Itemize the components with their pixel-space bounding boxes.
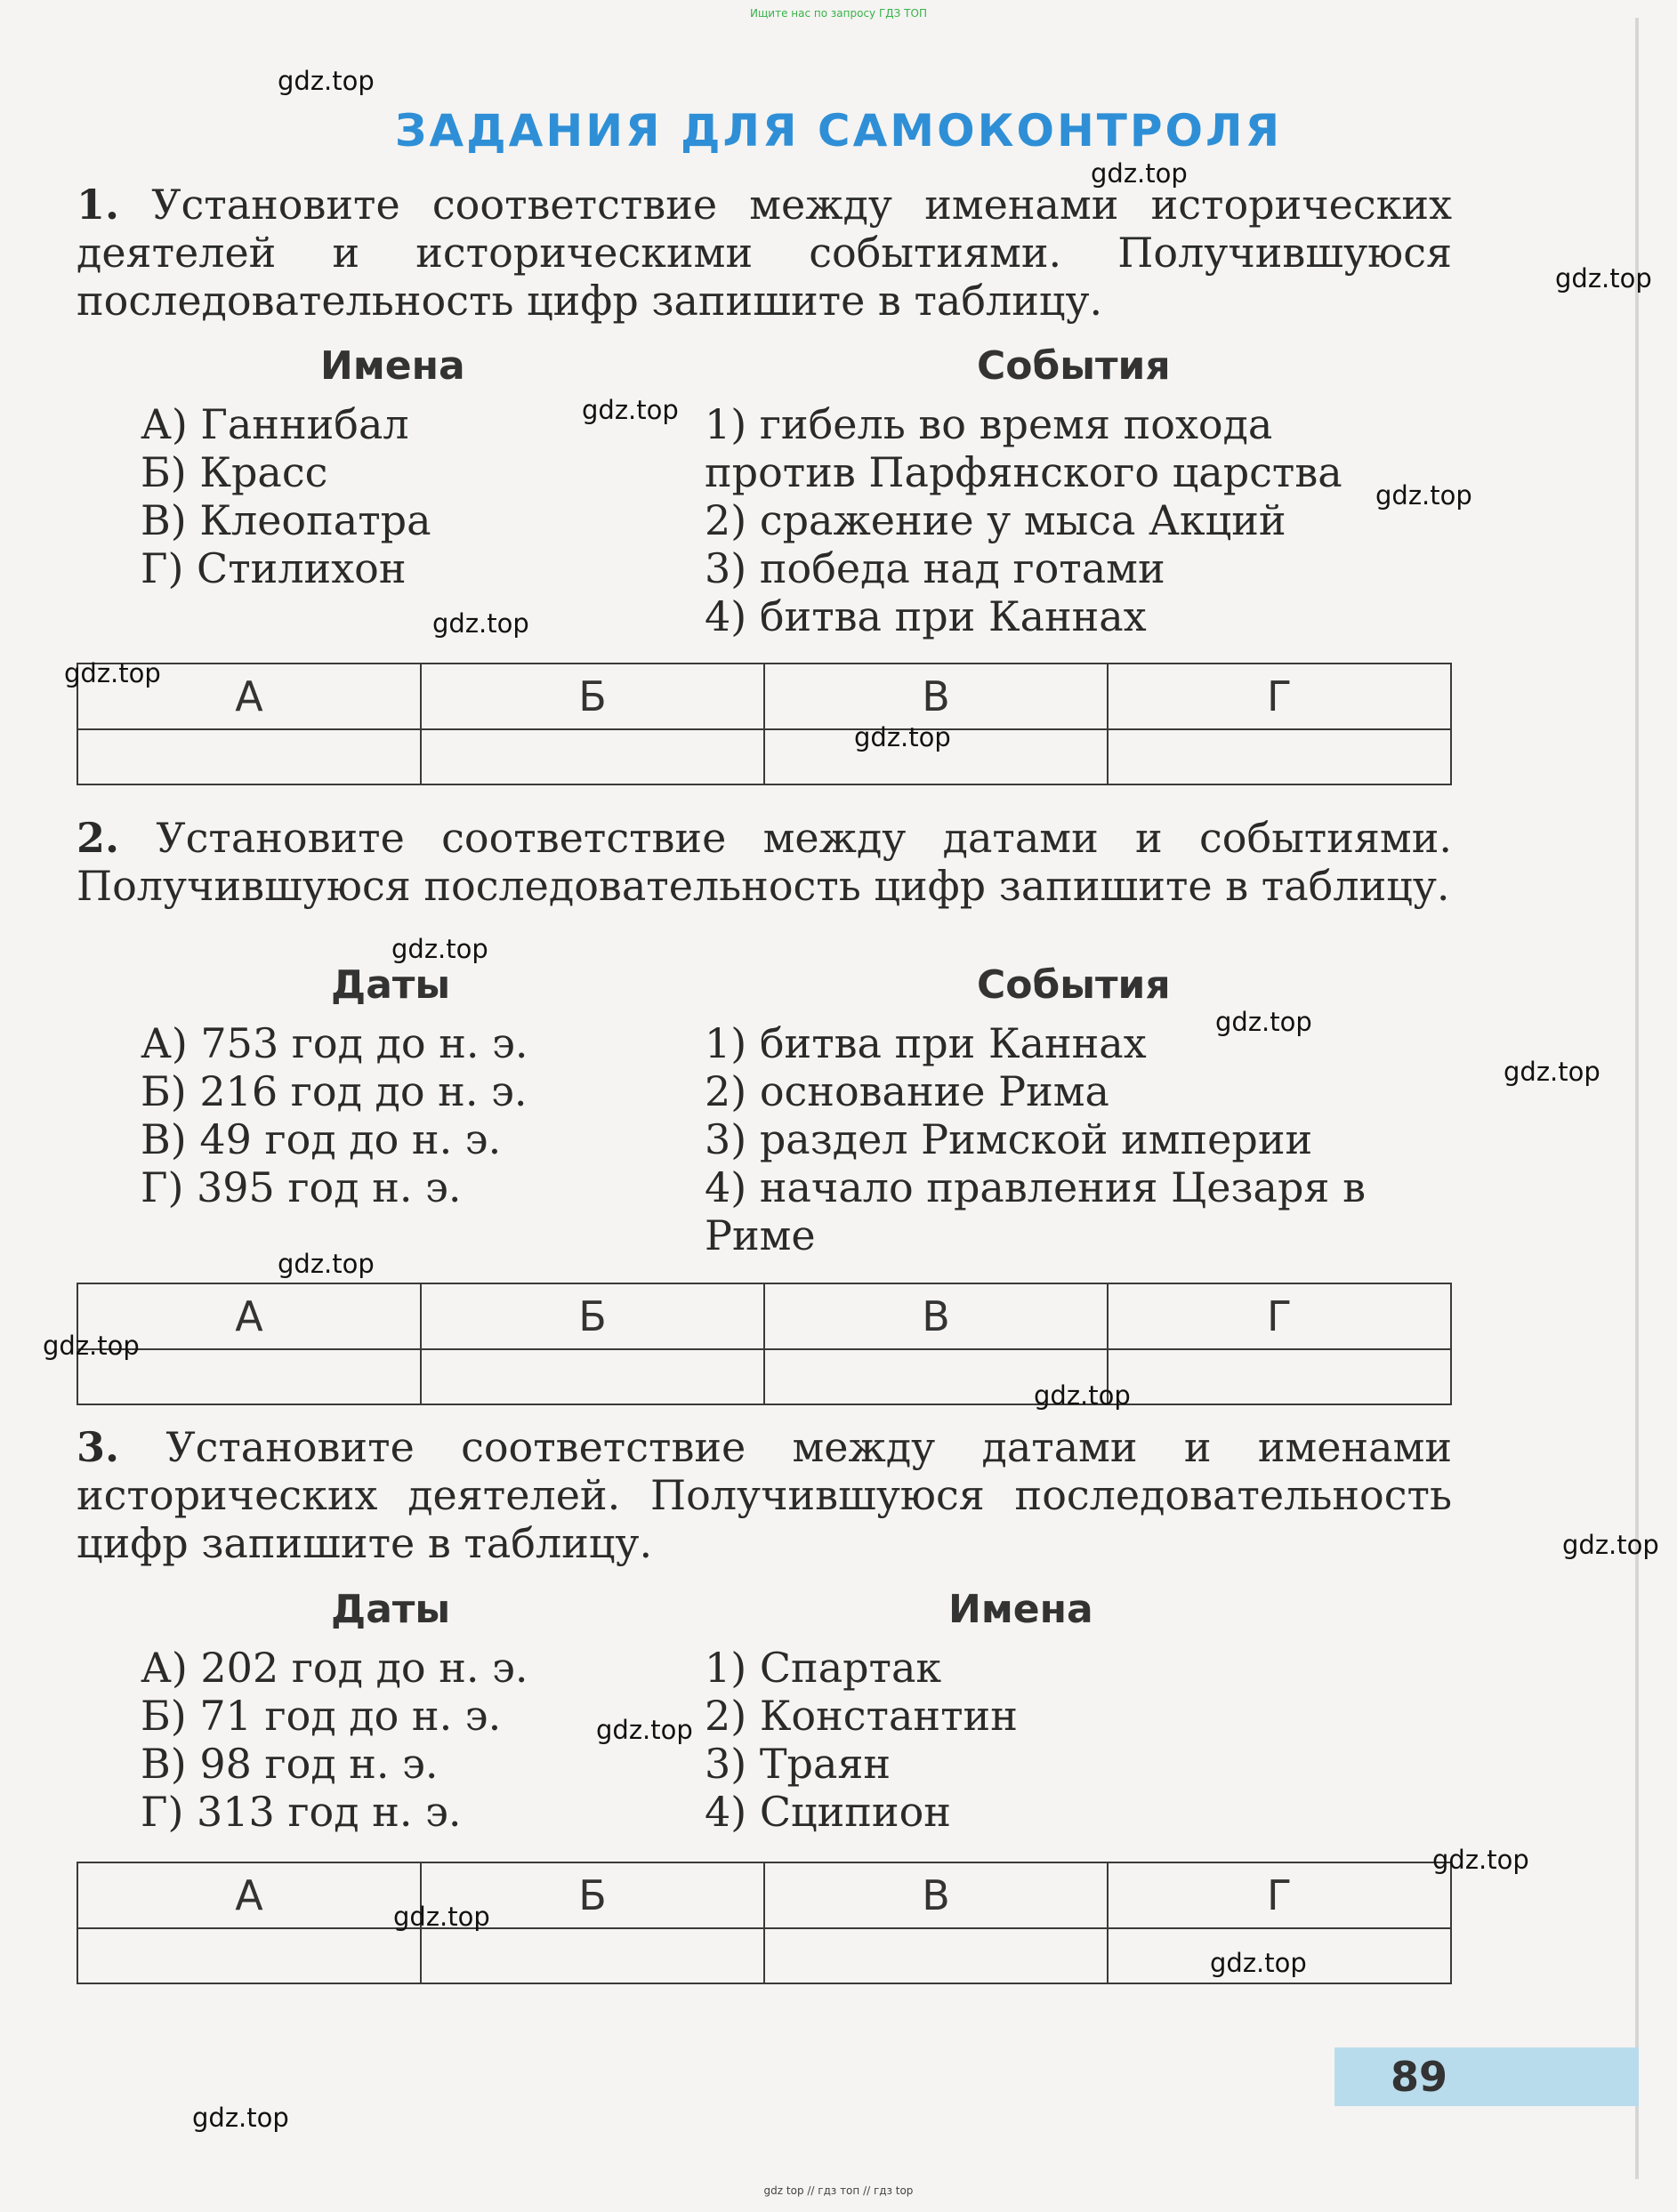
list-item: Г) Стилихон <box>141 544 407 592</box>
list-item: В) Клеопатра <box>141 496 431 544</box>
task-2-right-header: События <box>977 962 1171 1008</box>
page-edge <box>1635 18 1639 2179</box>
task-2-answer-table <box>77 1283 1452 1405</box>
task-2-right-list <box>705 1019 1399 1259</box>
list-item: Г) 395 год н. э. <box>141 1163 462 1211</box>
list-item: 3) раздел Римской империи <box>705 1115 1313 1163</box>
column-v: В <box>764 1862 1108 1928</box>
task-1-left-header: Имена <box>320 343 465 389</box>
list-item: А) 753 год до н. э. <box>141 1019 528 1067</box>
column-v: В <box>764 1283 1108 1349</box>
answer-cell-g[interactable] <box>1108 729 1451 784</box>
answer-cell-a[interactable] <box>77 729 421 784</box>
watermark: gdz.top <box>1375 480 1472 511</box>
watermark: gdz.top <box>1555 263 1652 294</box>
watermark: gdz.top <box>393 1902 490 1932</box>
task-2-left-list <box>141 1019 692 1211</box>
column-b: Б <box>421 1283 764 1349</box>
list-item: 4) битва при Каннах <box>705 592 1147 640</box>
list-item: 1) гибель во время похода против Парфянского царства <box>705 400 1342 496</box>
table-answer-row <box>77 1349 1451 1404</box>
column-a: А <box>77 664 421 729</box>
table-header-row <box>77 1862 1451 1928</box>
watermark: gdz.top <box>1562 1530 1659 1560</box>
watermark: gdz.top <box>1432 1845 1529 1875</box>
task-3-number: 3. <box>77 1423 120 1471</box>
column-b: Б <box>421 664 764 729</box>
task-2-statement: Установите соответствие между датами и событиями. Получившуюся последовательность цифр запишите в таблицу. <box>77 814 1452 910</box>
list-item: Б) Красс <box>141 448 328 496</box>
task-3-left-header: Даты <box>331 1587 451 1632</box>
watermark: gdz.top <box>278 1249 375 1279</box>
answer-cell-b[interactable] <box>421 729 764 784</box>
list-item: 3) Траян <box>705 1740 891 1788</box>
task-2-text <box>77 814 1452 910</box>
list-item: В) 98 год н. э. <box>141 1740 439 1788</box>
task-3-text <box>77 1423 1452 1567</box>
watermark: gdz.top <box>582 395 679 425</box>
list-item: 4) начало правления Цезаря в Риме <box>705 1163 1366 1259</box>
task-3-right-header: Имена <box>948 1587 1093 1632</box>
answer-cell-g[interactable] <box>1108 1349 1451 1404</box>
section-title: ЗАДАНИЯ ДЛЯ САМОКОНТРОЛЯ <box>394 105 1283 157</box>
list-item: Г) 313 год н. э. <box>141 1788 462 1836</box>
watermark: gdz.top <box>1034 1380 1131 1411</box>
task-1-answer-table <box>77 663 1452 785</box>
list-item: Б) 71 год до н. э. <box>141 1692 502 1740</box>
list-item: В) 49 год до н. э. <box>141 1115 502 1163</box>
answer-cell-b[interactable] <box>421 1928 764 1983</box>
watermark: gdz.top <box>192 2103 289 2133</box>
list-item: 3) победа над готами <box>705 544 1165 592</box>
column-g: Г <box>1108 1862 1451 1928</box>
list-item: А) 202 год до н. э. <box>141 1644 528 1692</box>
column-g: Г <box>1108 664 1451 729</box>
task-2-left-header: Даты <box>331 962 451 1008</box>
list-item: Б) 216 год до н. э. <box>141 1067 528 1115</box>
column-g: Г <box>1108 1283 1451 1349</box>
table-answer-row <box>77 729 1451 784</box>
list-item: 1) битва при Каннах <box>705 1019 1147 1067</box>
watermark: gdz.top <box>432 608 529 639</box>
watermark: gdz.top <box>1091 158 1188 189</box>
watermark: gdz.top <box>1504 1057 1600 1087</box>
watermark: gdz.top <box>1215 1007 1312 1037</box>
task-1-left-list <box>141 400 692 592</box>
column-v: В <box>764 664 1108 729</box>
task-1-number: 1. <box>77 181 120 229</box>
table-header-row <box>77 664 1451 729</box>
column-a: А <box>77 1862 421 1928</box>
header-note: Ищите нас по запросу ГДЗ ТОП <box>750 7 927 20</box>
answer-cell-a[interactable] <box>77 1928 421 1983</box>
watermark: gdz.top <box>278 66 375 96</box>
task-1-right-header: События <box>977 343 1171 389</box>
watermark: gdz.top <box>854 722 951 752</box>
answer-cell-b[interactable] <box>421 1349 764 1404</box>
watermark: gdz.top <box>64 658 161 688</box>
task-3-statement: Установите соответствие между датами и именами исторических деятелей. Получившуюся последовательность цифр запишите в таблицу. <box>77 1423 1453 1567</box>
page-number: 89 <box>1390 2053 1447 2101</box>
task-1-text <box>77 181 1452 325</box>
watermark: gdz.top <box>43 1331 140 1361</box>
table-header-row <box>77 1283 1451 1349</box>
footer-note: gdz top // гдз топ // гдз top <box>763 2184 914 2197</box>
watermark: gdz.top <box>596 1715 693 1745</box>
list-item: 1) Спартак <box>705 1644 942 1692</box>
list-item: А) Ганнибал <box>141 400 409 448</box>
watermark: gdz.top <box>391 934 488 964</box>
task-1-statement: Установите соответствие между именами исторических деятелей и историческими событиями. Получившуюся последовательность цифр запишите в таблицу. <box>77 181 1453 325</box>
list-item: 2) Константин <box>705 1692 1018 1740</box>
list-item: 4) Сципион <box>705 1788 951 1836</box>
list-item: 2) основание Рима <box>705 1067 1109 1115</box>
task-3-right-list <box>705 1644 1399 1836</box>
column-a: А <box>77 1283 421 1349</box>
list-item: 2) сражение у мыса Акций <box>705 496 1286 544</box>
task-2-number: 2. <box>77 814 120 862</box>
watermark: gdz.top <box>1210 1948 1307 1978</box>
answer-cell-v[interactable] <box>764 1928 1108 1983</box>
task-1-right-list <box>705 400 1416 640</box>
column-b: Б <box>421 1862 764 1928</box>
